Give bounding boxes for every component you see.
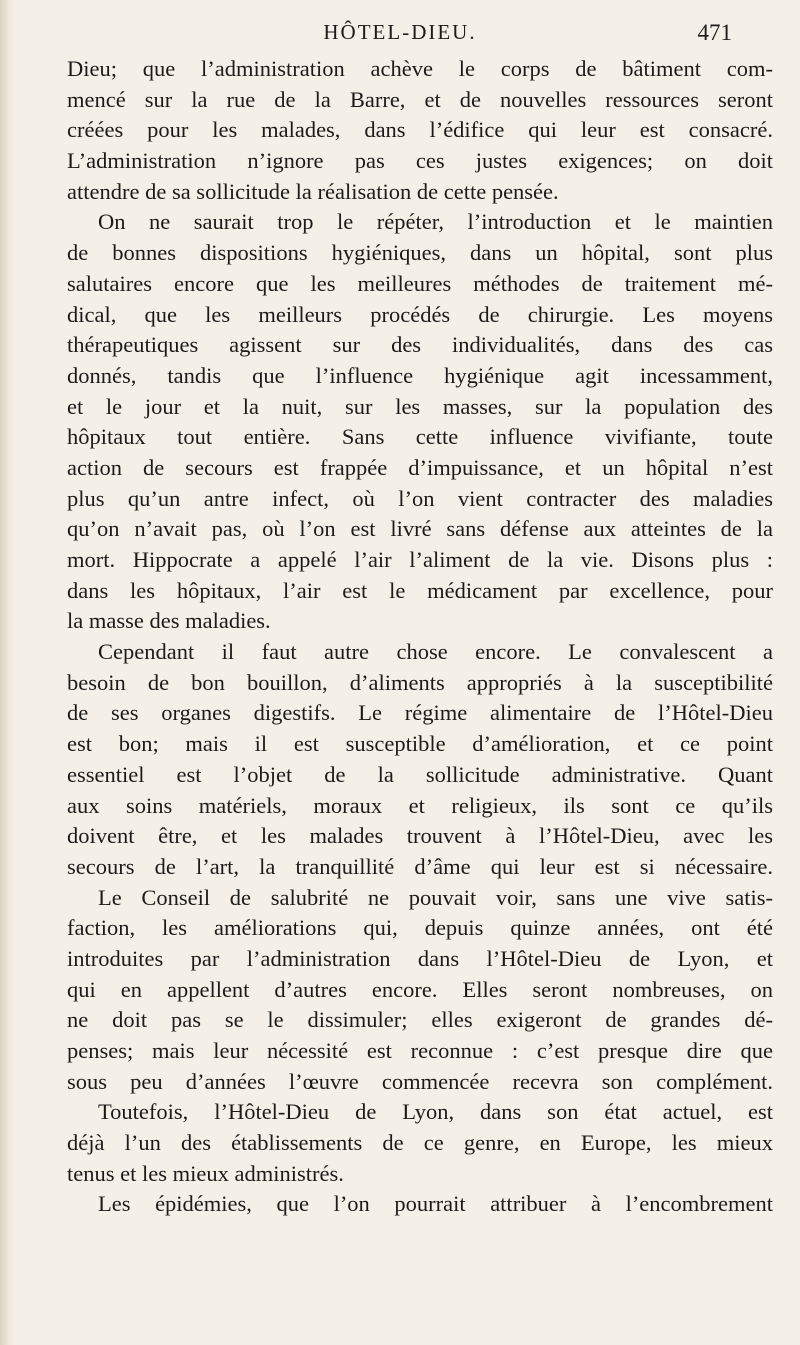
text-line: est bon; mais il est susceptible d’amélioration, et ce point	[67, 731, 773, 757]
text-line: thérapeutiques agissent sur des individualités, dans des cas	[67, 332, 773, 358]
text-line: Les épidémies, que l’on pourrait attribuer à l’encombrement	[98, 1191, 773, 1217]
page-header	[0, 20, 800, 50]
page-binding-edge	[0, 0, 14, 1345]
text-line: hôpitaux tout entière. Sans cette influence vivifiante, toute	[67, 424, 773, 450]
text-line: action de secours est frappée d’impuissance, et un hôpital n’est	[67, 454, 773, 480]
text-line: plus qu’un antre infect, où l’on vient contracter des maladies	[67, 485, 773, 511]
text-line: aux soins matériels, moraux et religieux, ils sont ce qu’ils	[67, 792, 773, 818]
text-line: tenus et les mieux administrés.	[67, 1160, 344, 1186]
text-line: dans les hôpitaux, l’air est le médicament par excellence, pour	[67, 577, 773, 603]
text-line: et le jour et la nuit, sur les masses, sur la population des	[67, 393, 773, 419]
text-line: ne doit pas se le dissimuler; elles exigeront de grandes dé-	[67, 1007, 773, 1033]
text-line: donnés, tandis que l’influence hygiénique agit incessamment,	[67, 362, 773, 388]
text-line: L’administration n’ignore pas ces justes exigences; on doit	[67, 148, 773, 174]
page-number: 471	[697, 20, 732, 45]
text-line: introduites par l’administration dans l’Hôtel-Dieu de Lyon, et	[67, 945, 773, 971]
text-line: de ses organes digestifs. Le régime alimentaire de l’Hôtel-Dieu	[67, 700, 773, 726]
text-line: sous peu d’années l’œuvre commencée recevra son complément.	[67, 1068, 773, 1094]
text-line: déjà l’un des établissements de ce genre, en Europe, les mieux	[67, 1130, 773, 1156]
text-line: de bonnes dispositions hygiéniques, dans un hôpital, sont plus	[67, 240, 773, 266]
running-head: HÔTEL-DIEU.	[323, 20, 477, 44]
text-line: mort. Hippocrate a appelé l’air l’aliment de la vie. Disons plus :	[67, 547, 773, 572]
text-line: Le Conseil de salubrité ne pouvait voir, sans une vive satis-	[98, 884, 773, 910]
body-text	[67, 54, 773, 1220]
text-line: qui en appellent d’autres encore. Elles seront nombreuses, on	[67, 976, 773, 1002]
text-line: salutaires encore que les meilleures méthodes de traitement mé-	[67, 270, 773, 296]
text-line: Toutefois, l’Hôtel-Dieu de Lyon, dans son état actuel, est	[98, 1099, 773, 1125]
text-line: dical, que les meilleurs procédés de chirurgie. Les moyens	[67, 301, 773, 327]
text-line: Cependant il faut autre chose encore. Le convalescent a	[98, 639, 773, 665]
text-line: mencé sur la rue de la Barre, et de nouvelles ressources seront	[67, 86, 773, 112]
text-line: essentiel est l’objet de la sollicitude administrative. Quant	[67, 761, 773, 787]
text-line: penses; mais leur nécessité est reconnue : c’est presque dire que	[67, 1038, 773, 1063]
text-line: Dieu; que l’administration achève le corps de bâtiment com-	[67, 56, 773, 81]
text-line: secours de l’art, la tranquillité d’âme qui leur est si nécessaire.	[67, 853, 773, 879]
text-line: faction, les améliorations qui, depuis quinze années, ont été	[67, 915, 773, 941]
text-line: doivent être, et les malades trouvent à l’Hôtel-Dieu, avec les	[67, 823, 773, 849]
text-line: la masse des maladies.	[67, 608, 271, 634]
text-line: besoin de bon bouillon, d’aliments appropriés à la susceptibilité	[67, 669, 773, 695]
text-line: créées pour les malades, dans l’édifice qui leur est consacré.	[67, 117, 773, 143]
text-line: On ne saurait trop le répéter, l’introduction et le maintien	[98, 209, 773, 235]
text-line: attendre de sa sollicitude la réalisation de cette pensée.	[67, 178, 559, 204]
text-line: qu’on n’avait pas, où l’on est livré sans défense aux atteintes de la	[67, 516, 773, 542]
